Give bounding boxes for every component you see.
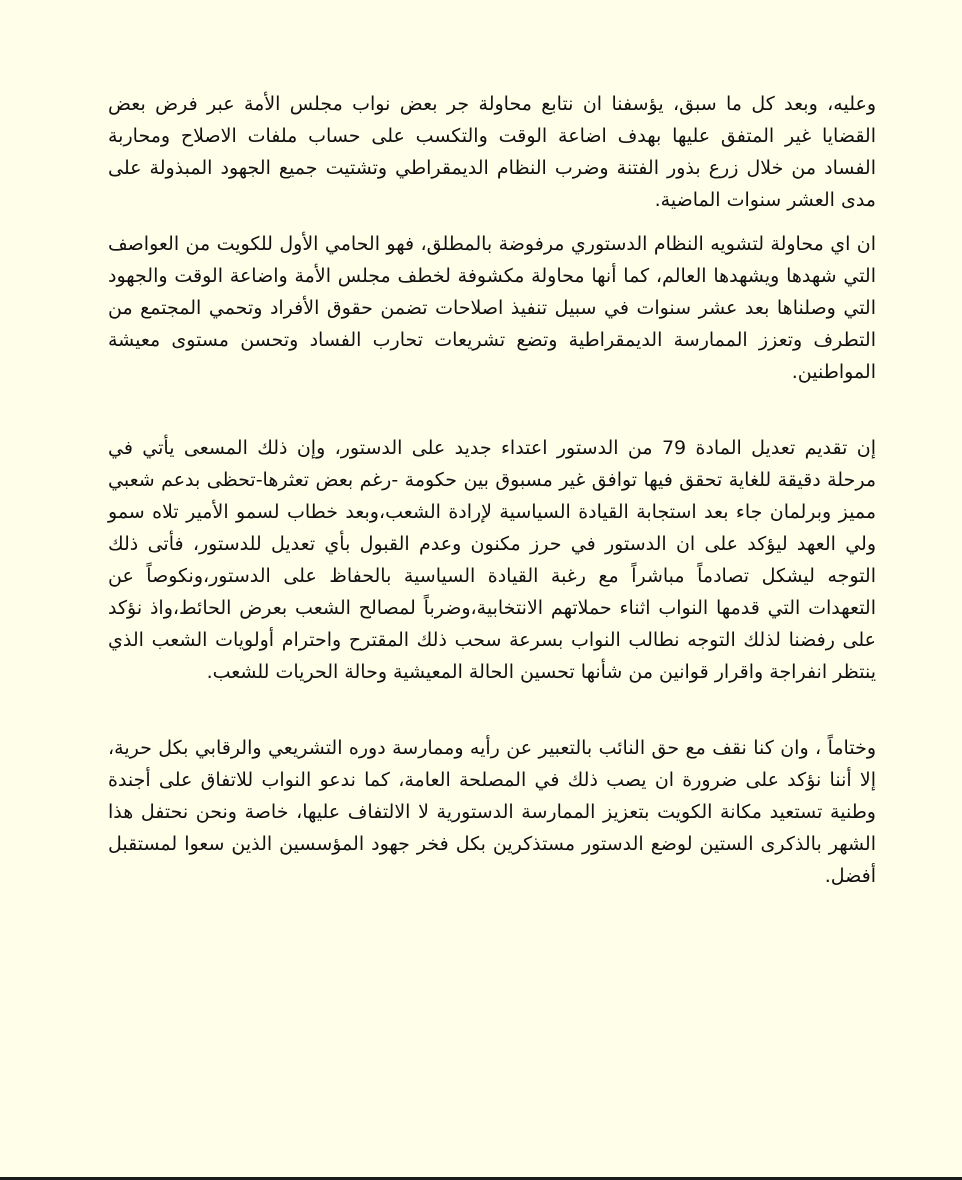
paragraph-3: إن تقديم تعديل المادة 79 من الدستور اعتداء جديد على الدستور، وإن ذلك المسعى يأتي في مرحلة دقيقة للغاية تحقق فيها توافق غير مسبوق بين حكومة -رغم بعض تعثرها-تحظى بدعم شعبي مميز وبرلمان جاء بعد استجابة القيادة السياسية لإرادة الشعب،وبعد خطاب لسمو الأمير تلاه سمو ولي العهد ليؤكد على ان الدستور في حرز مكنون وعدم القبول بأي تعديل للدستور، فأتى ذلك التوجه ليشكل تصادماً مباشراً مع رغبة القيادة السياسية بالحفاظ على الدستور،ونكوصاً عن التعهدات التي قدمها النواب اثناء حملاتهم الانتخابية،وضرباً لمصالح الشعب بعرض الحائط،واذ نؤكد على رفضنا لذلك التوجه نطالب النواب بسرعة سحب ذلك المقترح واحترام أولويات الشعب الذي ينتظر انفراجة واقرار قوانين من شأنها تحسين الحالة المعيشية وحالة الحريات للشعب. — [108, 437, 877, 683]
paragraph-spacer — [108, 216, 876, 228]
paragraph-2: ان اي محاولة لتشويه النظام الدستوري مرفوضة بالمطلق، فهو الحامي الأول للكويت من العواصف التي شهدها ويشهدها العالم، كما أنها محاولة مكشوفة لخطف مجلس الأمة واضاعة الوقت والجهود التي وصلناها بعد عشر سنوات في سبيل تنفيذ اصلاحات تضمن حقوق الأفراد وتحمي المجتمع من التطرف وتعزز الممارسة الديمقراطية وتضع تشريعات تحارب الفساد وتحسن مستوى معيشة المواطنين. — [108, 233, 876, 383]
paragraph-spacer — [108, 688, 876, 732]
paragraph-1: وعليه، وبعد كل ما سبق، يؤسفنا ان نتابع محاولة جر بعض نواب مجلس الأمة عبر فرض بعض القضايا غير المتفق عليها بهدف اضاعة الوقت والتكسب على حساب ملفات الاصلاح ومحاربة الفساد من خلال زرع بذور الفتنة وضرب النظام الديمقراطي وتشتيت جميع الجهود المبذولة على مدى العشر سنوات الماضية. — [108, 93, 876, 211]
document-body — [108, 88, 876, 892]
paragraph-4: وختاماً ، وان كنا نقف مع حق النائب بالتعبير عن رأيه وممارسة دوره التشريعي والرقابي بكل حرية، إلا أننا نؤكد على ضرورة ان يصب ذلك في المصلحة العامة، كما ندعو النواب للاتفاق على أجندة وطنية تستعيد مكانة الكويت بتعزيز الممارسة الدستورية لا الالتفاف عليها، خاصة ونحن نحتفل هذا الشهر بالذكرى الستين لوضع الدستور مستذكرين بكل فخر جهود المؤسسين الذين سعوا لمستقبل أفضل. — [108, 737, 876, 887]
paragraph-spacer — [108, 388, 876, 432]
